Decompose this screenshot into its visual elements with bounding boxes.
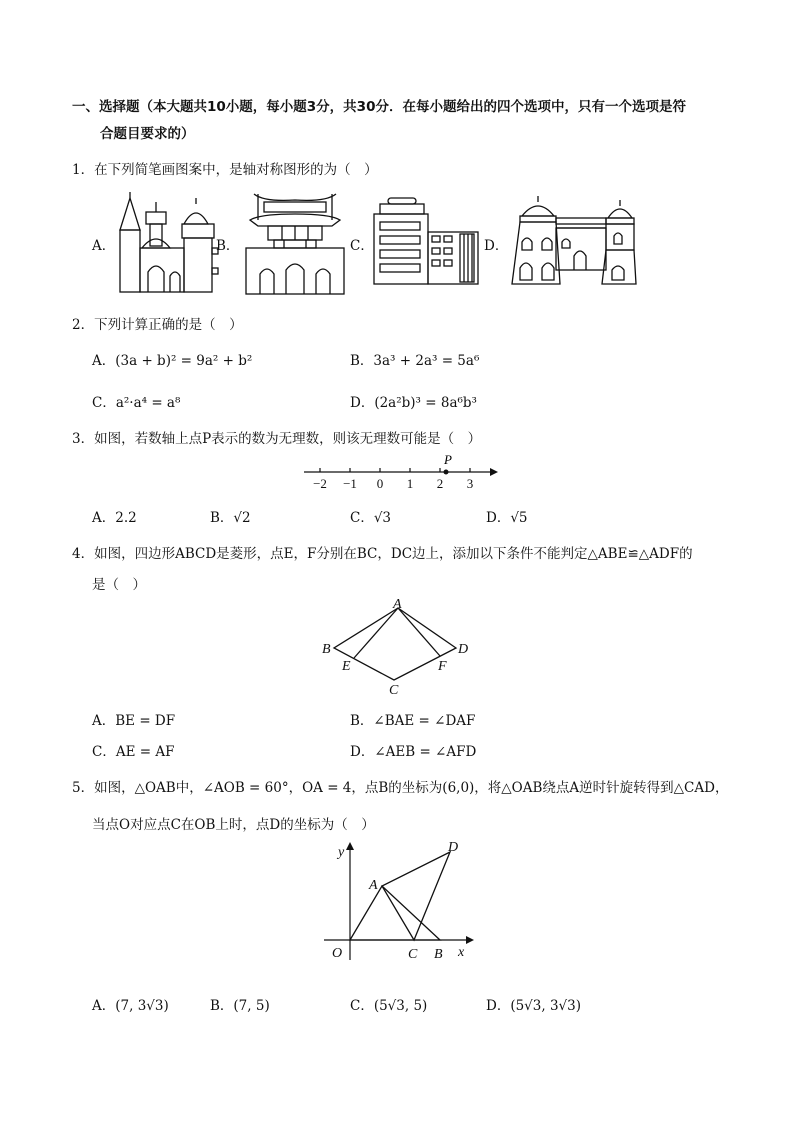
q1-label-c: C． [350,238,374,254]
label-d: D [448,840,459,855]
q5-stem-line1: 5．如图，△OAB中，∠AOB = 60°，OA = 4，点B的坐标为(6,0)，将△OAB绕点A逆时针旋转得到△CAD， [72,780,729,796]
segment-ae [354,608,398,658]
q1-label-a: A． [92,238,116,254]
number-line-tick-label: 2 [436,476,444,491]
label-c: C [389,683,399,698]
label-a: A [369,878,378,893]
section-title-line2: 合题目要求的） [100,126,195,142]
q1-stem: 1．在下列简笔画图案中，是轴对称图形的为（ ） [72,162,378,178]
number-line-tick-label: 3 [466,476,474,491]
number-line-tick-label: −1 [343,476,357,491]
x-axis-arrow-icon [466,936,474,944]
number-line-tick-label: −2 [313,476,327,491]
q5-option-b: B．(7, 5) [210,998,270,1014]
q5-stem-line2: 当点O对应点C在OB上时，点D的坐标为（ ） [92,817,375,833]
label-a: A [393,597,402,612]
q4-option-a: A．BE = DF [92,713,176,729]
q3-number-line [300,452,500,492]
q3-option-c: C．√3 [350,510,392,526]
triangle-oab [350,886,440,940]
q1-figure-a-castle [112,190,224,298]
section-title-line1: 一、选择题（本大题共10小题，每小题3分，共30分．在每小题给出的四个选项中，只有一个选项是符 [72,99,686,115]
q1-figure-c-building [370,196,482,290]
q4-option-b: B．∠BAE = ∠DAF [350,713,476,729]
label-d: D [458,642,469,657]
label-f: F [438,659,447,674]
y-axis-arrow-icon [346,842,354,850]
q4-stem-line2: 是（ ） [92,577,146,593]
q2-option-a: A．(3a + b)² = 9a² + b² [92,353,253,369]
q1-figure-d-towers [508,196,644,290]
q2-option-d: D．(2a²b)³ = 8a⁶b³ [350,395,477,411]
label-b: B [322,642,331,657]
q3-stem: 3．如图，若数轴上点P表示的数为无理数，则该无理数可能是（ ） [72,431,482,447]
q1-label-b: B． [216,238,240,254]
q2-stem: 2．下列计算正确的是（ ） [72,317,243,333]
q5-coordinate-figure [320,838,480,964]
q4-stem-line1: 4．如图，四边形ABCD是菱形，点E，F分别在BC，DC边上，添加以下条件不能判定△ABE≌△ADF的 [72,546,693,562]
point-p-label: P [444,452,452,467]
q5-option-d: D．(5√3, 3√3) [486,998,582,1014]
q1-figure-b-tower [240,190,350,298]
q3-option-a: A．2.2 [92,510,137,526]
q5-option-a: A．(7, 3√3) [92,998,169,1014]
label-o: O [332,946,343,961]
label-y: y [338,845,345,860]
label-x: x [458,945,465,960]
q4-option-d: D．∠AEB = ∠AFD [350,744,477,760]
q2-option-b: B．3a³ + 2a³ = 5a⁶ [350,353,480,369]
q3-option-d: D．√5 [486,510,528,526]
number-line-arrow-icon [490,468,498,476]
number-line-tick-label: 1 [406,476,414,491]
label-b: B [434,947,443,962]
label-e: E [342,659,351,674]
number-line-point-p [444,470,449,475]
q1-label-d: D． [484,238,509,254]
q3-option-b: B．√2 [210,510,251,526]
q4-rhombus-figure [318,596,474,700]
number-line-tick-label: 0 [376,476,384,491]
q2-option-c: C．a²·a⁴ = a⁸ [92,395,181,411]
label-c: C [408,947,418,962]
q4-option-c: C．AE = AF [92,744,175,760]
q5-option-c: C．(5√3, 5) [350,998,428,1014]
